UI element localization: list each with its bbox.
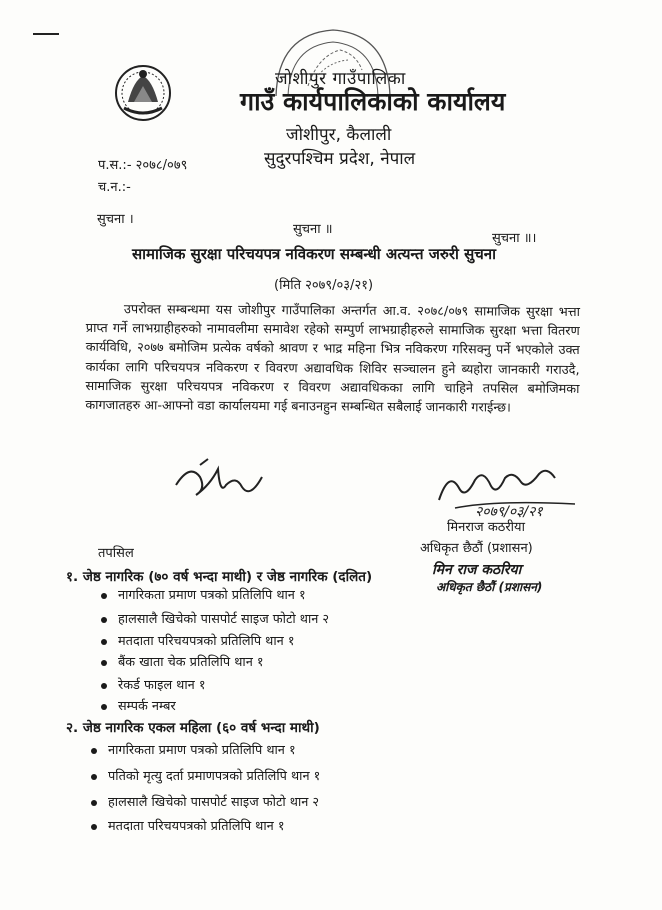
stamp-name: मिन राज कठरिया bbox=[432, 562, 522, 578]
bullet-icon bbox=[91, 800, 97, 806]
list-item: नागरिकता प्रमाण पत्रको प्रतिलिपि थान १ bbox=[108, 743, 296, 758]
right-signature bbox=[435, 460, 585, 520]
notice-subject: सामाजिक सुरक्षा परिचयपत्र नविकरण सम्बन्धी अत्यन्त जरुरी सुचना bbox=[132, 245, 497, 263]
list-item: पतिको मृत्यु दर्ता प्रमाणपत्रको प्रतिलिपि थान १ bbox=[108, 769, 321, 784]
notice-label-2: सुचना ॥ bbox=[293, 222, 333, 237]
signature-date: २०७९/०३/२१ bbox=[475, 504, 543, 520]
list-item: रेकर्ड फाइल थान १ bbox=[118, 678, 206, 693]
notice-label-3: सुचना ॥। bbox=[492, 231, 537, 246]
stamp-title: अधिकृत छैठौं (प्रशासन) bbox=[436, 580, 543, 594]
bullet-icon bbox=[101, 660, 107, 666]
list-item: हालसालै खिचेको पासपोर्ट साइज फोटो थान २ bbox=[118, 612, 330, 627]
section-1-heading: १. जेष्ठ नागरिक (७० वर्ष भन्दा माथी) र जेष्ठ नागरिक (दलित) bbox=[66, 569, 373, 585]
office-title: गाउँ कार्यपालिकाको कार्यालय bbox=[240, 87, 506, 116]
bullet-icon bbox=[101, 639, 107, 645]
notice-body: उपरोक्त सम्बन्धमा यस जोशीपुर गाउँपालिका अन्तर्गत आ.व. २०७८/०७९ सामाजिक सुरक्षा भत्ता प्राप्त गर्ने लाभग्राहीहरुको नामावलीमा समावेश रहेको सम्पुर्ण लाभग्राहीहरुले सामाजिक सुरक्षा भत्ता वितरण कार्यविधि, २०७७ बमोजिम प्रत्येक वर्षको श्रावण र भाद्र महिना भित्र नविकरण गरिसक्नु पर्ने भएकोले उक्त कार्यका लागि परिचयपत्र नविकरण र विवरण अद्यावधिक शिविर सञ्चालन हुने ब्यहोरा जानकारी गराउदै, सामाजिक सुरक्षा परिचयपत्र नविकरण र विवरण अद्यावधिकका लागि चाहिने तपसिल बमोजिमका कागजातहरु आ-आफ्नो वडा कार्यालयमा गई बनाउनहुन सम्बन्धित सबैलाई जानकारी गराईन्छ। bbox=[85, 302, 580, 416]
signer-name: मिनराज कठरीया bbox=[447, 520, 525, 535]
municipality-name: जोशीपुर गाउँपालिका bbox=[275, 69, 406, 89]
bullet-icon bbox=[91, 748, 97, 754]
section-2-heading: २. जेष्ठ नागरिक एकल महिला (६० वर्ष भन्दा माथी) bbox=[66, 720, 320, 736]
list-item: मतदाता परिचयपत्रको प्रतिलिपि थान १ bbox=[108, 819, 285, 834]
list-item: हालसालै खिचेको पासपोर्ट साइज फोटो थान २ bbox=[108, 795, 320, 810]
list-item: नागरिकता प्रमाण पत्रको प्रतिलिपि थान १ bbox=[118, 588, 306, 603]
list-item: सम्पर्क नम्बर bbox=[118, 699, 176, 714]
bullet-icon bbox=[101, 704, 107, 710]
corner-mark bbox=[33, 33, 59, 35]
left-signature bbox=[170, 455, 270, 507]
office-address: जोशीपुर, कैलाली bbox=[286, 125, 392, 145]
bullet-icon bbox=[101, 593, 107, 599]
bullet-icon bbox=[91, 774, 97, 780]
signer-title: अधिकृत छैठौं (प्रशासन) bbox=[420, 541, 533, 556]
letter-number: प.स.:- २०७८/०७९ bbox=[98, 158, 188, 173]
province-name: सुदुरपश्चिम प्रदेश, नेपाल bbox=[264, 149, 416, 169]
bullet-icon bbox=[91, 824, 97, 830]
list-item: बैंक खाता चेक प्रतिलिपि थान १ bbox=[118, 655, 264, 670]
dispatch-number: च.न.:- bbox=[98, 180, 131, 195]
nepal-emblem-icon bbox=[112, 62, 174, 124]
bullet-icon bbox=[101, 683, 107, 689]
tapsil-label: तपसिल bbox=[98, 546, 134, 561]
list-item: मतदाता परिचयपत्रको प्रतिलिपि थान १ bbox=[118, 634, 295, 649]
notice-label-1: सुचना । bbox=[97, 212, 134, 227]
bullet-icon bbox=[101, 617, 107, 623]
notice-date: (मिति २०७९/०३/२१) bbox=[274, 278, 374, 293]
